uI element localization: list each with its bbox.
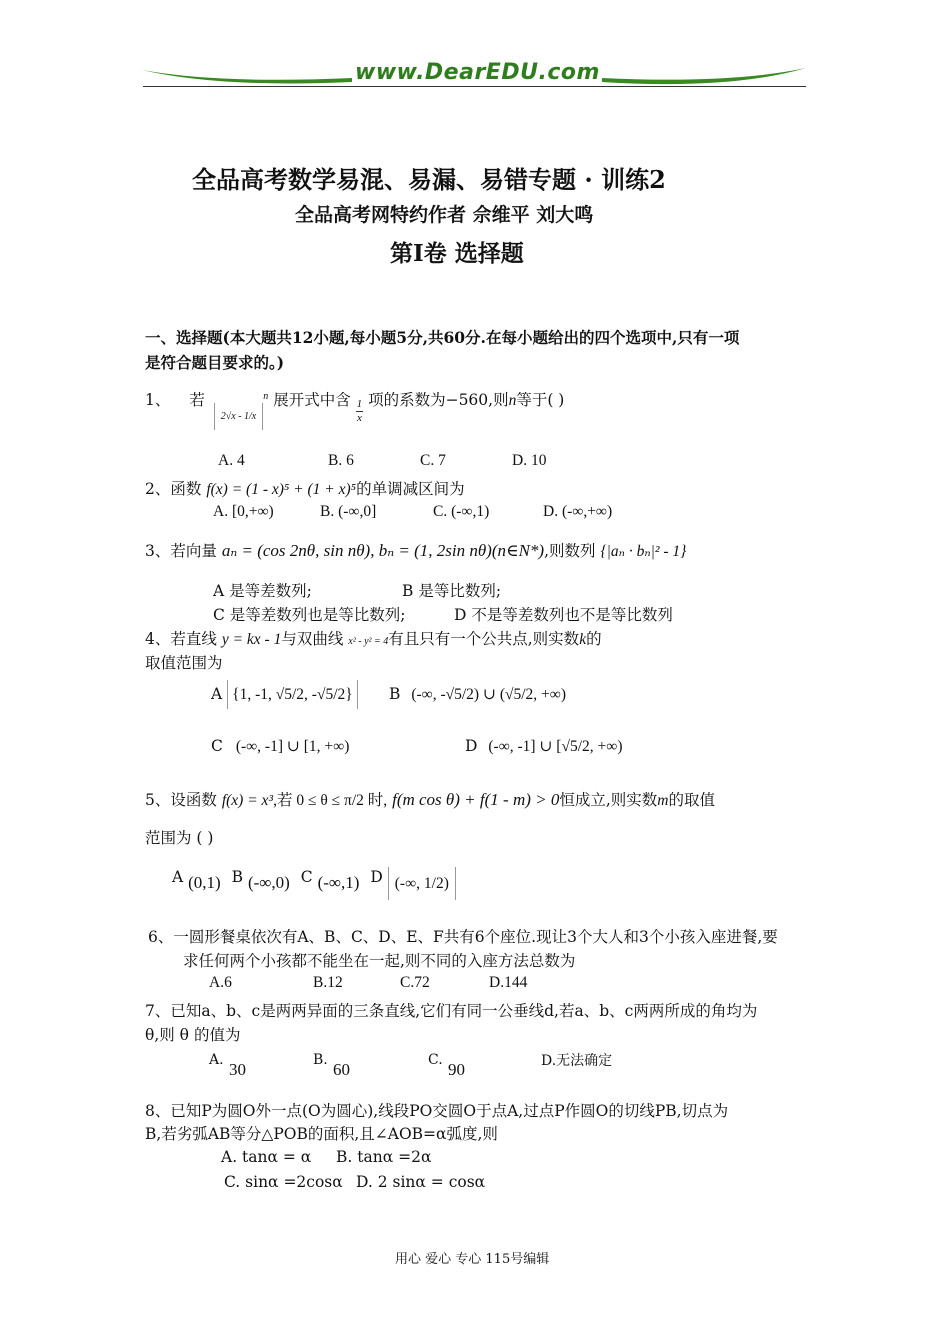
header-rule (143, 86, 806, 87)
page-footer: 用心 爱心 专心 115号编辑 (395, 1252, 550, 1267)
q4-option-c-label: C (211, 737, 223, 755)
question-1 (145, 388, 564, 425)
q2-option-b[interactable]: B. (-∞,0] (320, 503, 377, 520)
q5-text: 设函数 (170, 791, 217, 809)
q2-tail: 的单调减区间为 (356, 480, 465, 498)
q8-option-c[interactable]: C. sinα =2cosα (224, 1173, 343, 1191)
q2-text: 函数 (170, 480, 202, 498)
q5-number: 5、 (145, 791, 171, 809)
q3-sequence: {|aₙ · bₙ|² - 1} (600, 543, 687, 560)
author-line: 全品高考网特约作者 佘维平 刘大鸣 (295, 204, 594, 226)
q3-number: 3、 (145, 542, 171, 560)
q5-option-c-label: C (300, 868, 313, 886)
q4-option-d-value: (-∞, -1] ∪ [√5/2, +∞) (488, 738, 623, 755)
q8-line2: B,若劣弧AB等分△POB的面积,且∠AOB=α弧度,则 (145, 1125, 498, 1143)
section-header-line1: 一、选择题(本大题共12小题,每小题5分,共60分.在每小题给出的四个选项中,只有一项 (145, 328, 740, 347)
q7-option-b[interactable] (313, 1050, 350, 1088)
q5-option-b-label: B (231, 868, 244, 886)
q3-option-c[interactable]: C 是等差数列也是等比数列; (213, 606, 406, 624)
q5-condition: ,若 0 ≤ θ ≤ π/2 时, (273, 792, 388, 809)
q4-option-d[interactable] (465, 737, 623, 756)
q1-fraction (356, 398, 364, 425)
question-2 (145, 477, 465, 499)
q4-option-a[interactable] (211, 685, 358, 704)
question-5 (145, 788, 715, 810)
q3-option-a[interactable]: A 是等差数列; (213, 582, 312, 600)
q6-option-d[interactable]: D.144 (489, 974, 528, 991)
q4-option-b-label: B (389, 685, 401, 703)
q6-line1: 6、一圆形餐桌依次有A、B、C、D、E、F共有6个座位.现让3个大人和3个小孩入座进餐,要 (148, 928, 778, 946)
q5-option-d-label: D (370, 868, 383, 886)
q6-line2: 求任何两个小孩都不能坐在一起,则不同的入座方法总数为 (183, 952, 576, 970)
q4-option-a-label: A (211, 685, 223, 703)
header-logo[interactable]: www.DearEDU.com (355, 60, 600, 85)
q1-tail: 项的系数为−560,则 (368, 391, 509, 409)
q3-option-b[interactable]: B 是等比数列; (402, 582, 502, 600)
q3-tail: ,则数列 (544, 542, 596, 560)
q8-option-b[interactable]: B. tanα =2α (336, 1148, 432, 1166)
q1-pre: 若 (189, 391, 205, 409)
q4-line: y = kx - 1 (221, 631, 282, 648)
q5-inequality: f(m cos θ) + f(1 - m) > 0 (392, 790, 560, 809)
q4-tail: 有且只有一个公共点,则实数 (388, 630, 580, 648)
q7-option-d[interactable]: D.无法确定 (541, 1053, 613, 1069)
q1-frac-num: 1 (356, 398, 363, 410)
q1-frac-den: x (356, 412, 362, 424)
q5-end: 的取值 (668, 791, 716, 809)
q6-option-a[interactable]: A.6 (209, 974, 232, 991)
q7-option-c-label: C. (428, 1052, 443, 1068)
q7-option-b-label: B. (313, 1052, 328, 1068)
q1-option-b[interactable]: B. 6 (328, 452, 354, 469)
q5-line2: 范围为 ( ) (145, 829, 214, 847)
q5-var: m (657, 792, 669, 809)
q7-line2: θ,则 θ 的值为 (145, 1026, 241, 1044)
q5-option-d[interactable] (370, 868, 455, 892)
q5-options (172, 868, 456, 893)
page-title: 全品高考数学易混、易漏、易错专题 · 训练2 (192, 165, 666, 194)
q7-option-c-value: 90 (448, 1060, 465, 1079)
q1-option-c[interactable]: C. 7 (420, 452, 446, 469)
q5-option-c-value: (-∞,1) (317, 873, 360, 892)
q8-line1: 8、已知P为圆O外一点(O为圆心),线段PO交圆O于点A,过点P作圆O的切线PB,切点为 (145, 1102, 729, 1120)
q4-mid: 与双曲线 (281, 630, 344, 648)
q6-option-c[interactable]: C.72 (400, 974, 430, 991)
q3-expr: aₙ = (cos 2nθ, sin nθ), bₙ = (1, 2sin nθ)(n∈N*) (221, 541, 545, 560)
question-4 (145, 627, 602, 649)
q1-exponent: n (263, 390, 269, 402)
q2-option-c[interactable]: C. (-∞,1) (433, 503, 490, 520)
q2-option-a[interactable]: A. [0,+∞) (213, 503, 274, 520)
q4-line2: 取值范围为 (145, 654, 223, 672)
question-3 (145, 539, 686, 561)
q4-option-b[interactable] (389, 685, 566, 704)
section-header-line2: 是符合题目要求的。) (145, 353, 285, 372)
q4-text: 若直线 (170, 630, 217, 648)
q5-option-b-value: (-∞,0) (247, 873, 290, 892)
header-swoosh-left (140, 62, 355, 88)
q1-expr: 2√x - 1/x (214, 403, 263, 430)
q4-option-c[interactable] (211, 737, 349, 756)
q1-option-a[interactable]: A. 4 (218, 452, 245, 469)
q5-tail: 恒成立,则实数 (559, 791, 658, 809)
q8-option-d[interactable]: D. 2 sinα = cosα (356, 1173, 486, 1191)
q4-hyperbola: x² - y² = 4 (348, 636, 389, 647)
q4-option-c-value: (-∞, -1] ∪ [1, +∞) (235, 738, 350, 755)
q1-number: 1、 (145, 391, 171, 409)
q5-option-d-value: (-∞, 1/2) (388, 867, 456, 900)
q1-option-d[interactable]: D. 10 (512, 452, 547, 469)
q1-end: 等于( ) (516, 391, 565, 409)
q5-option-a-label: A (172, 868, 184, 886)
q8-option-a[interactable]: A. tanα = α (221, 1148, 312, 1166)
q7-option-a-value: 30 (229, 1060, 246, 1079)
q5-option-b[interactable] (231, 868, 295, 892)
q7-line1: 7、已知a、b、c是两两异面的三条直线,它们有同一公垂线d,若a、b、c两两所成的角均为 (145, 1002, 758, 1020)
q4-number: 4、 (145, 630, 171, 648)
q5-option-a-value: (0,1) (188, 873, 221, 892)
q2-option-d[interactable]: D. (-∞,+∞) (543, 503, 613, 520)
part-title: 第Ⅰ卷 选择题 (390, 240, 524, 267)
q5-option-c[interactable] (300, 868, 365, 892)
q3-option-d[interactable]: D 不是等差数列也不是等比数列 (454, 606, 673, 624)
q5-func: f(x) = x³ (221, 792, 274, 809)
q6-option-b[interactable]: B.12 (313, 974, 343, 991)
q5-option-a[interactable] (172, 868, 226, 892)
q4-end: 的 (586, 630, 602, 648)
q7-option-a[interactable] (209, 1050, 246, 1088)
q7-option-c[interactable] (428, 1050, 465, 1088)
q2-number: 2、 (145, 480, 171, 498)
q3-text: 若向量 (170, 542, 217, 560)
q4-option-d-label: D (465, 737, 478, 755)
q2-func: f(x) = (1 - x)⁵ + (1 + x)⁵ (206, 481, 357, 498)
q7-option-a-label: A. (209, 1052, 224, 1068)
q1-var: n (508, 392, 517, 409)
q4-option-a-value: {1, -1, √5/2, -√5/2} (227, 680, 358, 709)
q1-mid: 展开式中含 (273, 391, 351, 409)
q7-option-b-value: 60 (333, 1060, 350, 1079)
q4-var: k (579, 631, 587, 648)
header-swoosh-right (600, 62, 810, 88)
q4-option-b-value: (-∞, -√5/2) ∪ (√5/2, +∞) (411, 686, 567, 703)
